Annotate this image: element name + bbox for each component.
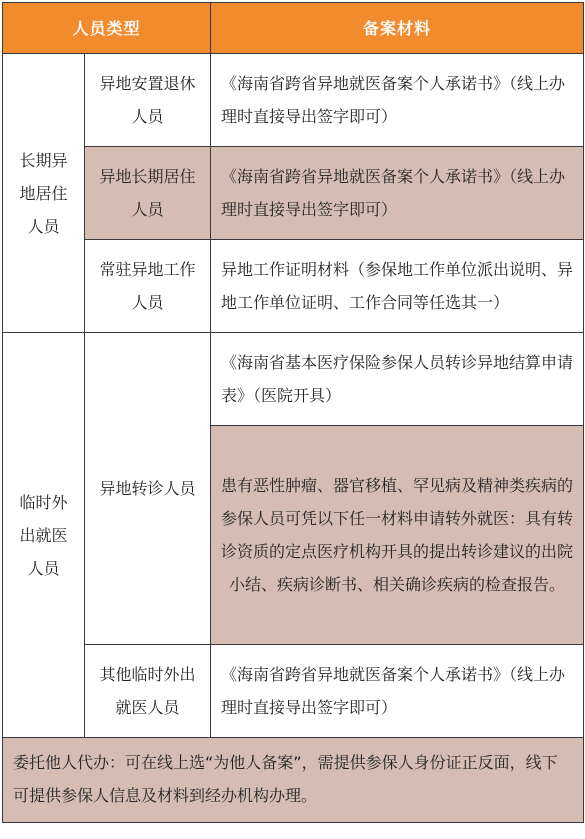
table-row <box>3 333 584 426</box>
header-materials: 备案材料 <box>211 3 584 54</box>
person-type-cell: 常驻异地工作人员 <box>85 240 211 333</box>
table-header-row <box>3 3 584 54</box>
materials-cell: 《海南省跨省异地就医备案个人承诺书》（线上办理时直接导出签字即可） <box>211 54 584 147</box>
footer-note: 委托他人代办：可在线上选“为他人备案”，需提供参保人身份证正反面，线下可提供参保人信息及材料到经办机构办理。 <box>3 738 584 823</box>
table-row <box>3 645 584 738</box>
materials-cell: 《海南省基本医疗保险参保人员转诊异地结算申请表》（医院开具） <box>211 333 584 426</box>
materials-cell: 《海南省跨省异地就医备案个人承诺书》（线上办理时直接导出签字即可） <box>211 645 584 738</box>
table-row <box>3 147 584 240</box>
table-footer-row <box>3 738 584 823</box>
materials-cell: 异地工作证明材料（参保地工作单位派出说明、异地工作单位证明、工作合同等任选其一） <box>211 240 584 333</box>
category-long-term: 长期异地居住人员 <box>3 54 85 333</box>
category-temporary: 临时外出就医人员 <box>3 333 85 738</box>
header-person-type: 人员类型 <box>3 3 211 54</box>
table-row <box>3 54 584 147</box>
filing-materials-table <box>2 2 584 823</box>
materials-cell: 患有恶性肿瘤、器官移植、罕见病及精神类疾病的参保人员可凭以下任一材料申请转外就医：具有转诊资质的定点医疗机构开具的提出转诊建议的出院小结、疾病诊断书、相关确诊疾病的检查报告。 <box>211 426 584 645</box>
person-type-cell: 异地长期居住人员 <box>85 147 211 240</box>
person-type-cell: 其他临时外出就医人员 <box>85 645 211 738</box>
person-type-cell: 异地安置退休人员 <box>85 54 211 147</box>
table-row <box>3 240 584 333</box>
person-type-cell: 异地转诊人员 <box>85 333 211 645</box>
materials-cell: 《海南省跨省异地就医备案个人承诺书》（线上办理时直接导出签字即可） <box>211 147 584 240</box>
